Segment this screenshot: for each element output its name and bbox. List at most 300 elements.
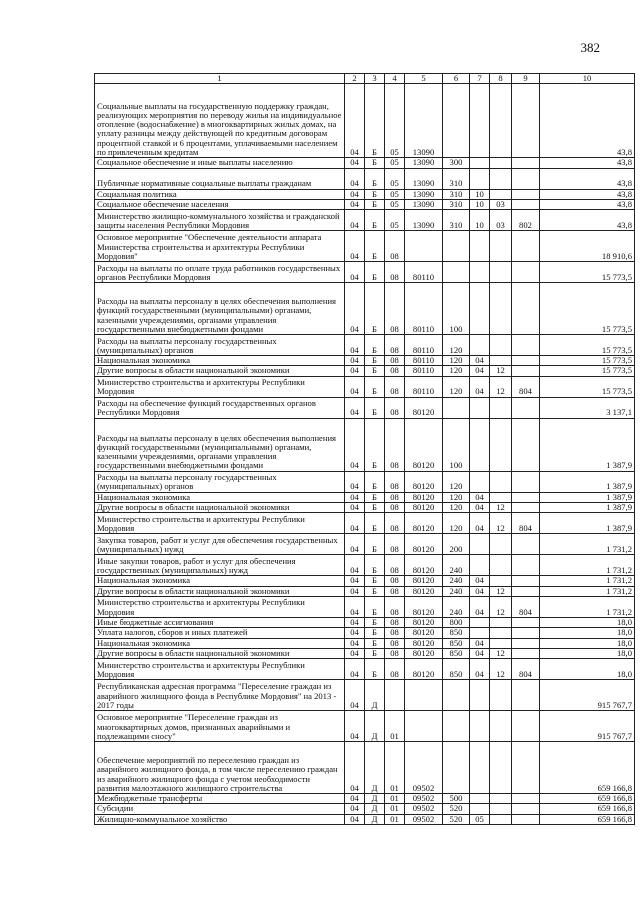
cell-code-6	[443, 262, 470, 283]
cell-code-5: 80120	[405, 471, 443, 492]
cell-code-5	[405, 711, 443, 742]
cell-code-2: 04	[345, 638, 365, 648]
cell-code-6: 520	[443, 804, 470, 814]
cell-amount: 43,8	[540, 189, 635, 199]
cell-code-8	[490, 534, 512, 555]
cell-code-3: Б	[365, 492, 385, 502]
table-row	[95, 471, 635, 492]
cell-amount: 659 166,8	[540, 794, 635, 804]
cell-code-9	[512, 586, 540, 596]
cell-code-4: 01	[385, 742, 405, 794]
cell-code-4: 05	[385, 199, 405, 209]
cell-code-9: 804	[512, 659, 540, 680]
cell-amount: 659 166,8	[540, 742, 635, 794]
cell-amount: 1 731,2	[540, 534, 635, 555]
cell-amount: 18,0	[540, 628, 635, 638]
cell-code-8	[490, 356, 512, 366]
cell-code-2: 04	[345, 84, 365, 158]
cell-code-4: 08	[385, 471, 405, 492]
cell-code-3: Б	[365, 586, 385, 596]
cell-code-7	[470, 283, 490, 335]
table-row	[95, 659, 635, 680]
row-description: Министерство строительства и архитектуры Республики Мордовия	[95, 513, 345, 534]
cell-code-6	[443, 397, 470, 418]
row-description: Министерство жилищно-коммунального хозяйства и гражданской защиты населения Республики Мордовия	[95, 210, 345, 231]
cell-code-6: 120	[443, 376, 470, 397]
cell-code-6	[443, 711, 470, 742]
cell-code-9	[512, 711, 540, 742]
cell-code-4: 08	[385, 628, 405, 638]
cell-code-6: 520	[443, 814, 470, 824]
cell-amount: 15 773,5	[540, 283, 635, 335]
cell-code-9	[512, 418, 540, 471]
cell-code-7: 10	[470, 189, 490, 199]
cell-code-8	[490, 492, 512, 502]
cell-code-8	[490, 168, 512, 189]
cell-amount: 659 166,8	[540, 814, 635, 824]
cell-code-9	[512, 199, 540, 209]
cell-amount: 1 387,9	[540, 418, 635, 471]
cell-code-5: 80120	[405, 397, 443, 418]
cell-code-4: 08	[385, 534, 405, 555]
row-description: Расходы на выплаты персоналу государственных (муниципальных) органов	[95, 471, 345, 492]
cell-code-3: Б	[365, 210, 385, 231]
cell-code-9	[512, 742, 540, 794]
row-description: Другие вопросы в области национальной экономики	[95, 648, 345, 658]
table-body	[95, 84, 635, 825]
cell-code-6: 500	[443, 794, 470, 804]
cell-code-4: 05	[385, 168, 405, 189]
cell-code-2: 04	[345, 814, 365, 824]
table-row	[95, 814, 635, 824]
budget-table	[94, 73, 635, 825]
cell-code-4: 08	[385, 596, 405, 617]
cell-code-2: 04	[345, 397, 365, 418]
cell-code-4: 08	[385, 648, 405, 658]
cell-code-2: 04	[345, 418, 365, 471]
cell-code-9	[512, 335, 540, 356]
column-header: 6	[443, 74, 470, 84]
cell-code-7: 04	[470, 586, 490, 596]
cell-code-9	[512, 503, 540, 513]
cell-code-3: Б	[365, 168, 385, 189]
cell-code-7: 04	[470, 356, 490, 366]
cell-amount: 15 773,5	[540, 376, 635, 397]
cell-code-7: 04	[470, 513, 490, 534]
cell-code-8	[490, 397, 512, 418]
cell-amount: 15 773,5	[540, 356, 635, 366]
column-header: 7	[470, 74, 490, 84]
table-row	[95, 804, 635, 814]
cell-code-7	[470, 680, 490, 711]
table-row	[95, 794, 635, 804]
cell-code-7	[470, 418, 490, 471]
table-row	[95, 335, 635, 356]
cell-code-2: 04	[345, 471, 365, 492]
cell-code-2: 04	[345, 659, 365, 680]
cell-code-3: Б	[365, 262, 385, 283]
table-row	[95, 492, 635, 502]
cell-code-2: 04	[345, 335, 365, 356]
cell-code-9	[512, 814, 540, 824]
column-header: 8	[490, 74, 512, 84]
cell-code-5: 80110	[405, 376, 443, 397]
cell-code-8	[490, 283, 512, 335]
cell-code-7	[470, 711, 490, 742]
cell-code-5: 80120	[405, 555, 443, 576]
cell-amount: 1 387,9	[540, 503, 635, 513]
table-row	[95, 711, 635, 742]
table-row	[95, 576, 635, 586]
cell-code-5: 13090	[405, 84, 443, 158]
cell-code-9	[512, 617, 540, 627]
cell-code-8	[490, 794, 512, 804]
cell-code-7: 04	[470, 659, 490, 680]
cell-code-4: 08	[385, 513, 405, 534]
cell-amount: 1 387,9	[540, 492, 635, 502]
cell-code-9	[512, 283, 540, 335]
cell-amount: 915 767,7	[540, 680, 635, 711]
cell-code-4: 01	[385, 814, 405, 824]
cell-code-8	[490, 231, 512, 262]
cell-code-3: Б	[365, 418, 385, 471]
cell-code-2: 04	[345, 262, 365, 283]
cell-code-6: 120	[443, 356, 470, 366]
cell-code-2: 04	[345, 503, 365, 513]
cell-code-6: 800	[443, 617, 470, 627]
table-row	[95, 376, 635, 397]
row-description: Жилищно-коммунальное хозяйство	[95, 814, 345, 824]
cell-code-3: Б	[365, 471, 385, 492]
table-row	[95, 199, 635, 209]
table-row	[95, 84, 635, 158]
cell-code-9	[512, 804, 540, 814]
cell-code-9	[512, 397, 540, 418]
cell-code-3: Б	[365, 648, 385, 658]
table-row	[95, 648, 635, 658]
table-row	[95, 513, 635, 534]
cell-code-5: 80110	[405, 366, 443, 376]
table-row	[95, 617, 635, 627]
cell-code-6: 850	[443, 638, 470, 648]
cell-code-5: 80120	[405, 617, 443, 627]
cell-code-7: 10	[470, 199, 490, 209]
cell-code-5: 80110	[405, 283, 443, 335]
table-row	[95, 503, 635, 513]
cell-code-5	[405, 231, 443, 262]
cell-code-9	[512, 628, 540, 638]
cell-code-7	[470, 84, 490, 158]
table-row	[95, 168, 635, 189]
row-description: Социальное обеспечение и иные выплаты населению	[95, 158, 345, 168]
column-header: 4	[385, 74, 405, 84]
cell-code-5: 13090	[405, 210, 443, 231]
row-description: Иные бюджетные ассигнования	[95, 617, 345, 627]
cell-code-2: 04	[345, 199, 365, 209]
table-row	[95, 596, 635, 617]
column-header: 3	[365, 74, 385, 84]
table-row	[95, 158, 635, 168]
cell-code-4: 08	[385, 262, 405, 283]
cell-code-9	[512, 158, 540, 168]
cell-code-7: 04	[470, 648, 490, 658]
cell-code-2: 04	[345, 513, 365, 534]
cell-code-3: Б	[365, 84, 385, 158]
cell-code-3: Б	[365, 596, 385, 617]
row-description: Социальная политика	[95, 189, 345, 199]
cell-code-6: 200	[443, 534, 470, 555]
cell-code-3: Б	[365, 356, 385, 366]
cell-code-6: 240	[443, 555, 470, 576]
cell-amount: 43,8	[540, 158, 635, 168]
cell-code-2: 04	[345, 596, 365, 617]
row-description: Расходы на обеспечение функций государственных органов Республики Мордовия	[95, 397, 345, 418]
cell-code-2: 04	[345, 168, 365, 189]
cell-code-3: Б	[365, 397, 385, 418]
cell-code-8	[490, 158, 512, 168]
cell-code-6: 310	[443, 189, 470, 199]
cell-code-2: 04	[345, 804, 365, 814]
cell-code-4: 08	[385, 576, 405, 586]
cell-code-9: 804	[512, 376, 540, 397]
cell-code-3: Д	[365, 711, 385, 742]
table-row	[95, 262, 635, 283]
cell-amount: 18 910,6	[540, 231, 635, 262]
cell-code-7	[470, 158, 490, 168]
cell-code-3: Б	[365, 158, 385, 168]
cell-code-8: 12	[490, 659, 512, 680]
cell-code-8: 12	[490, 648, 512, 658]
cell-code-8: 12	[490, 503, 512, 513]
cell-code-7	[470, 742, 490, 794]
cell-code-4: 08	[385, 418, 405, 471]
cell-code-4: 01	[385, 794, 405, 804]
cell-amount: 1 387,9	[540, 471, 635, 492]
cell-code-4: 08	[385, 555, 405, 576]
cell-code-6: 120	[443, 513, 470, 534]
cell-code-5: 80120	[405, 659, 443, 680]
cell-code-4: 08	[385, 335, 405, 356]
cell-code-4: 01	[385, 804, 405, 814]
table-row	[95, 189, 635, 199]
column-header: 9	[512, 74, 540, 84]
row-description: Основное мероприятие "Переселение граждан из многоквартирных домов, признанных аварийными и подлежащими сносу"	[95, 711, 345, 742]
cell-code-5: 80110	[405, 262, 443, 283]
cell-code-5: 80120	[405, 492, 443, 502]
cell-code-6: 240	[443, 596, 470, 617]
cell-code-7: 05	[470, 814, 490, 824]
cell-amount: 43,8	[540, 210, 635, 231]
cell-code-5: 13090	[405, 189, 443, 199]
cell-code-3: Б	[365, 189, 385, 199]
row-description: Министерство строительства и архитектуры Республики Мордовия	[95, 376, 345, 397]
cell-code-5: 80120	[405, 586, 443, 596]
cell-code-9	[512, 638, 540, 648]
cell-code-2: 04	[345, 680, 365, 711]
column-header: 10	[540, 74, 635, 84]
cell-code-4: 08	[385, 492, 405, 502]
cell-code-9: 804	[512, 596, 540, 617]
row-description: Обеспечение мероприятий по переселению граждан из аварийного жилищного фонда, в том числе переселению граждан из аварийного жилищного фонда с учетом необходимости развития малоэтажного жилищного строительства	[95, 742, 345, 794]
cell-code-5: 13090	[405, 168, 443, 189]
cell-code-6: 100	[443, 283, 470, 335]
cell-code-8	[490, 576, 512, 586]
table-row	[95, 680, 635, 711]
cell-code-7: 04	[470, 376, 490, 397]
cell-code-7	[470, 617, 490, 627]
cell-code-8: 12	[490, 376, 512, 397]
table-row	[95, 283, 635, 335]
cell-amount: 659 166,8	[540, 804, 635, 814]
cell-code-9	[512, 680, 540, 711]
cell-code-9	[512, 648, 540, 658]
cell-code-8	[490, 711, 512, 742]
table-row	[95, 397, 635, 418]
row-description: Расходы на выплаты персоналу государственных (муниципальных) органов	[95, 335, 345, 356]
table-row	[95, 356, 635, 366]
cell-code-8	[490, 335, 512, 356]
cell-code-3: Б	[365, 231, 385, 262]
table-row	[95, 555, 635, 576]
cell-code-2: 04	[345, 628, 365, 638]
cell-code-6: 310	[443, 199, 470, 209]
cell-code-3: Б	[365, 503, 385, 513]
cell-code-4: 08	[385, 356, 405, 366]
cell-code-2: 04	[345, 283, 365, 335]
cell-code-8	[490, 617, 512, 627]
cell-code-9: 804	[512, 513, 540, 534]
cell-code-6: 310	[443, 168, 470, 189]
table-row	[95, 638, 635, 648]
cell-code-6: 120	[443, 503, 470, 513]
cell-code-2: 04	[345, 231, 365, 262]
cell-code-9	[512, 534, 540, 555]
cell-amount: 43,8	[540, 168, 635, 189]
row-description: Национальная экономика	[95, 356, 345, 366]
cell-code-8	[490, 555, 512, 576]
cell-code-2: 04	[345, 158, 365, 168]
cell-code-8	[490, 189, 512, 199]
row-description: Социальные выплаты на государственную поддержку граждан, реализующих мероприятия по переводу жилья на индивидуальное отопление (водоснабжение) в многоквартирных жилых домах, на уплату разницы между действующей по кредитным договорам процентной ставкой и 6 процентами, уплачиваемыми населением по привлеченным кредитам	[95, 84, 345, 158]
cell-code-5: 80120	[405, 576, 443, 586]
cell-code-9	[512, 794, 540, 804]
cell-code-7	[470, 804, 490, 814]
cell-code-4: 08	[385, 376, 405, 397]
row-description: Национальная экономика	[95, 638, 345, 648]
cell-code-8	[490, 418, 512, 471]
cell-code-4: 05	[385, 189, 405, 199]
cell-code-4	[385, 680, 405, 711]
cell-code-4: 08	[385, 659, 405, 680]
cell-code-2: 04	[345, 492, 365, 502]
cell-code-6: 120	[443, 471, 470, 492]
column-header: 1	[95, 74, 345, 84]
row-description: Другие вопросы в области национальной экономики	[95, 586, 345, 596]
cell-code-2: 04	[345, 794, 365, 804]
cell-amount: 3 137,1	[540, 397, 635, 418]
cell-code-6: 300	[443, 158, 470, 168]
cell-code-8: 12	[490, 586, 512, 596]
cell-code-6: 850	[443, 628, 470, 638]
cell-amount: 1 731,2	[540, 555, 635, 576]
cell-code-9	[512, 262, 540, 283]
row-description: Национальная экономика	[95, 492, 345, 502]
cell-code-6: 310	[443, 210, 470, 231]
column-header: 2	[345, 74, 365, 84]
table-row	[95, 366, 635, 376]
row-description: Социальное обеспечение населения	[95, 199, 345, 209]
row-description: Закупка товаров, работ и услуг для обеспечения государственных (муниципальных) нужд	[95, 534, 345, 555]
cell-code-5: 09502	[405, 794, 443, 804]
cell-code-4: 08	[385, 283, 405, 335]
cell-code-4: 08	[385, 503, 405, 513]
cell-code-4: 01	[385, 711, 405, 742]
page-number: 382	[580, 40, 600, 55]
cell-code-4: 05	[385, 210, 405, 231]
cell-code-5: 13090	[405, 158, 443, 168]
cell-amount: 43,8	[540, 199, 635, 209]
cell-code-2: 04	[345, 586, 365, 596]
cell-code-6: 120	[443, 492, 470, 502]
cell-amount: 1 731,2	[540, 576, 635, 586]
cell-code-2: 04	[345, 648, 365, 658]
row-description: Субсидии	[95, 804, 345, 814]
cell-code-7: 04	[470, 503, 490, 513]
cell-code-9	[512, 356, 540, 366]
table-row	[95, 418, 635, 471]
row-description: Другие вопросы в области национальной экономики	[95, 366, 345, 376]
cell-code-7: 10	[470, 210, 490, 231]
cell-code-3: Б	[365, 555, 385, 576]
cell-code-9	[512, 84, 540, 158]
cell-code-3: Б	[365, 534, 385, 555]
cell-code-7	[470, 471, 490, 492]
cell-code-5: 80120	[405, 418, 443, 471]
cell-code-5: 80120	[405, 628, 443, 638]
cell-amount: 18,0	[540, 617, 635, 627]
cell-code-4: 08	[385, 586, 405, 596]
cell-amount: 1 387,9	[540, 513, 635, 534]
cell-code-7	[470, 628, 490, 638]
cell-code-5	[405, 680, 443, 711]
row-description: Иные закупки товаров, работ и услуг для обеспечения государственных (муниципальных) нужд	[95, 555, 345, 576]
row-description: Уплата налогов, сборов и иных платежей	[95, 628, 345, 638]
cell-code-3: Б	[365, 335, 385, 356]
table-row	[95, 210, 635, 231]
row-description: Министерство строительства и архитектуры Республики Мордовия	[95, 596, 345, 617]
cell-code-8	[490, 814, 512, 824]
cell-code-3: Д	[365, 814, 385, 824]
cell-code-7: 04	[470, 576, 490, 586]
cell-code-8	[490, 262, 512, 283]
cell-code-9	[512, 366, 540, 376]
row-description: Расходы на выплаты персоналу в целях обеспечения выполнения функций государственными (муниципальными) органами, казенными учреждениями, органами управления государственными внебюджетными фондами	[95, 283, 345, 335]
cell-code-8: 12	[490, 366, 512, 376]
cell-code-8	[490, 638, 512, 648]
cell-code-5: 13090	[405, 199, 443, 209]
cell-code-6: 850	[443, 659, 470, 680]
cell-code-3: Б	[365, 199, 385, 209]
cell-code-4: 08	[385, 397, 405, 418]
row-description: Расходы на выплаты по оплате труда работников государственных органов Республики Мордовия	[95, 262, 345, 283]
table-header-row	[95, 74, 635, 84]
cell-code-7: 04	[470, 366, 490, 376]
cell-code-3: Б	[365, 617, 385, 627]
cell-code-6: 240	[443, 586, 470, 596]
cell-code-7	[470, 168, 490, 189]
cell-code-7	[470, 335, 490, 356]
cell-code-9	[512, 168, 540, 189]
